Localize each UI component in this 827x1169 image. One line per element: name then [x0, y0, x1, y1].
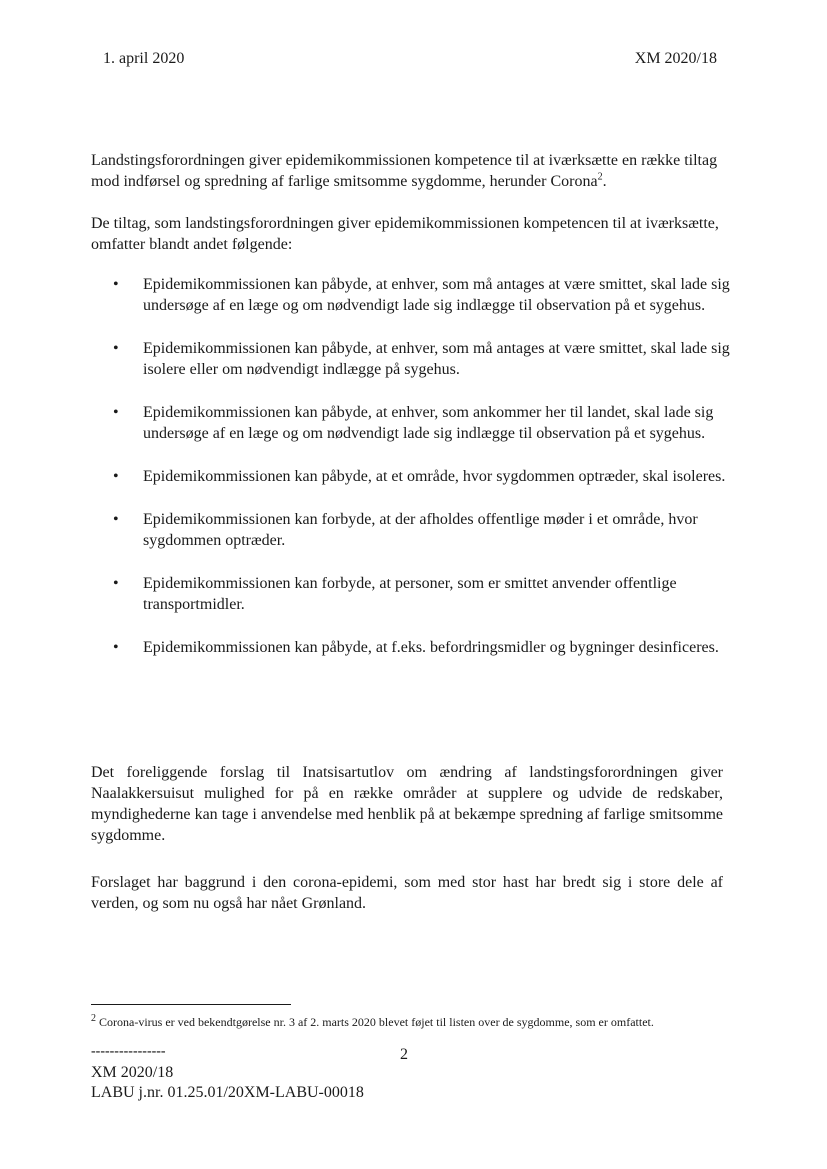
- list-item: [91, 466, 731, 487]
- list-item-text: Epidemikommissionen kan påbyde, at enhver, som må antages at være smittet, skal lade sig isolere eller om nødvendigt indlægge på sygehus.: [143, 340, 730, 378]
- footnote-reference: 2: [597, 171, 603, 183]
- footer-journal-number: LABU j.nr. 01.25.01/20XM-LABU-00018: [91, 1084, 364, 1101]
- list-item: [91, 338, 731, 380]
- paragraph-measures-intro: De tiltag, som landstingsforordningen giver epidemikommissionen kompetencen til at iværksætte, omfatter blandt andet følgende:: [91, 215, 719, 253]
- paragraph-intro-end: .: [602, 173, 607, 190]
- bullet-icon: •: [113, 575, 119, 592]
- header-date: 1. april 2020: [103, 50, 185, 67]
- footnote-text: Corona-virus er ved bekendtgørelse nr. 3 af 2. marts 2020 blevet føjet til listen over de sygdomme, som er omfattet.: [96, 1015, 654, 1029]
- bullet-icon: •: [113, 276, 119, 293]
- list-item: [91, 402, 731, 444]
- footer-dashes: ----------------: [91, 1044, 166, 1059]
- list-item-text: Epidemikommissionen kan påbyde, at et område, hvor sygdommen optræder, skal isoleres.: [143, 468, 726, 485]
- header-doc-id: XM 2020/18: [634, 50, 717, 67]
- paragraph-background: Forslaget har baggrund i den corona-epidemi, som med stor hast har bredt sig i store dele af verden, og som nu også har nået Grønland.: [91, 874, 723, 912]
- paragraph-intro: [91, 150, 723, 192]
- measures-list: [91, 274, 731, 680]
- page-number: 2: [400, 1046, 408, 1063]
- bullet-icon: •: [113, 468, 119, 485]
- footnote-marker: 2: [91, 1013, 96, 1024]
- bullet-icon: •: [113, 511, 119, 528]
- bullet-icon: •: [113, 639, 119, 656]
- list-item: [91, 637, 731, 658]
- bullet-icon: •: [113, 404, 119, 421]
- bullet-icon: •: [113, 340, 119, 357]
- footnote: [91, 1014, 701, 1030]
- list-item: [91, 509, 731, 551]
- list-item-text: Epidemikommissionen kan påbyde, at enhver, som må antages at være smittet, skal lade sig undersøge af en læge og om nødvendigt lade sig indlægge til observation på et sygehus.: [143, 276, 730, 314]
- list-item-text: Epidemikommissionen kan påbyde, at f.eks. befordringsmidler og bygninger desinficeres.: [143, 639, 719, 656]
- footnote-divider: [91, 1004, 291, 1005]
- list-item: [91, 573, 731, 615]
- paragraph-intro-text: Landstingsforordningen giver epidemikommissionen kompetence til at iværksætte en række tiltag mod indførsel og spredning af farlige smitsomme sygdomme, herunder Corona: [91, 152, 718, 190]
- list-item: [91, 274, 731, 316]
- list-item-text: Epidemikommissionen kan påbyde, at enhver, som ankommer her til landet, skal lade sig undersøge af en læge og om nødvendigt lade sig indlægge til observation på et sygehus.: [143, 404, 714, 442]
- list-item-text: Epidemikommissionen kan forbyde, at der afholdes offentlige møder i et område, hvor sygdommen optræder.: [143, 511, 698, 549]
- list-item-text: Epidemikommissionen kan forbyde, at personer, som er smittet anvender offentlige transportmidler.: [143, 575, 677, 613]
- paragraph-proposal: Det foreliggende forslag til Inatsisartutlov om ændring af landstingsforordningen giver Naalakkersuisut mulighed for på en række områder at supplere og udvide de redskaber, myndighederne kan tage i anvendelse med henblik på at bekæmpe spredning af farlige smitsomme sygdomme.: [91, 764, 723, 844]
- footer-doc-id: XM 2020/18: [91, 1064, 174, 1081]
